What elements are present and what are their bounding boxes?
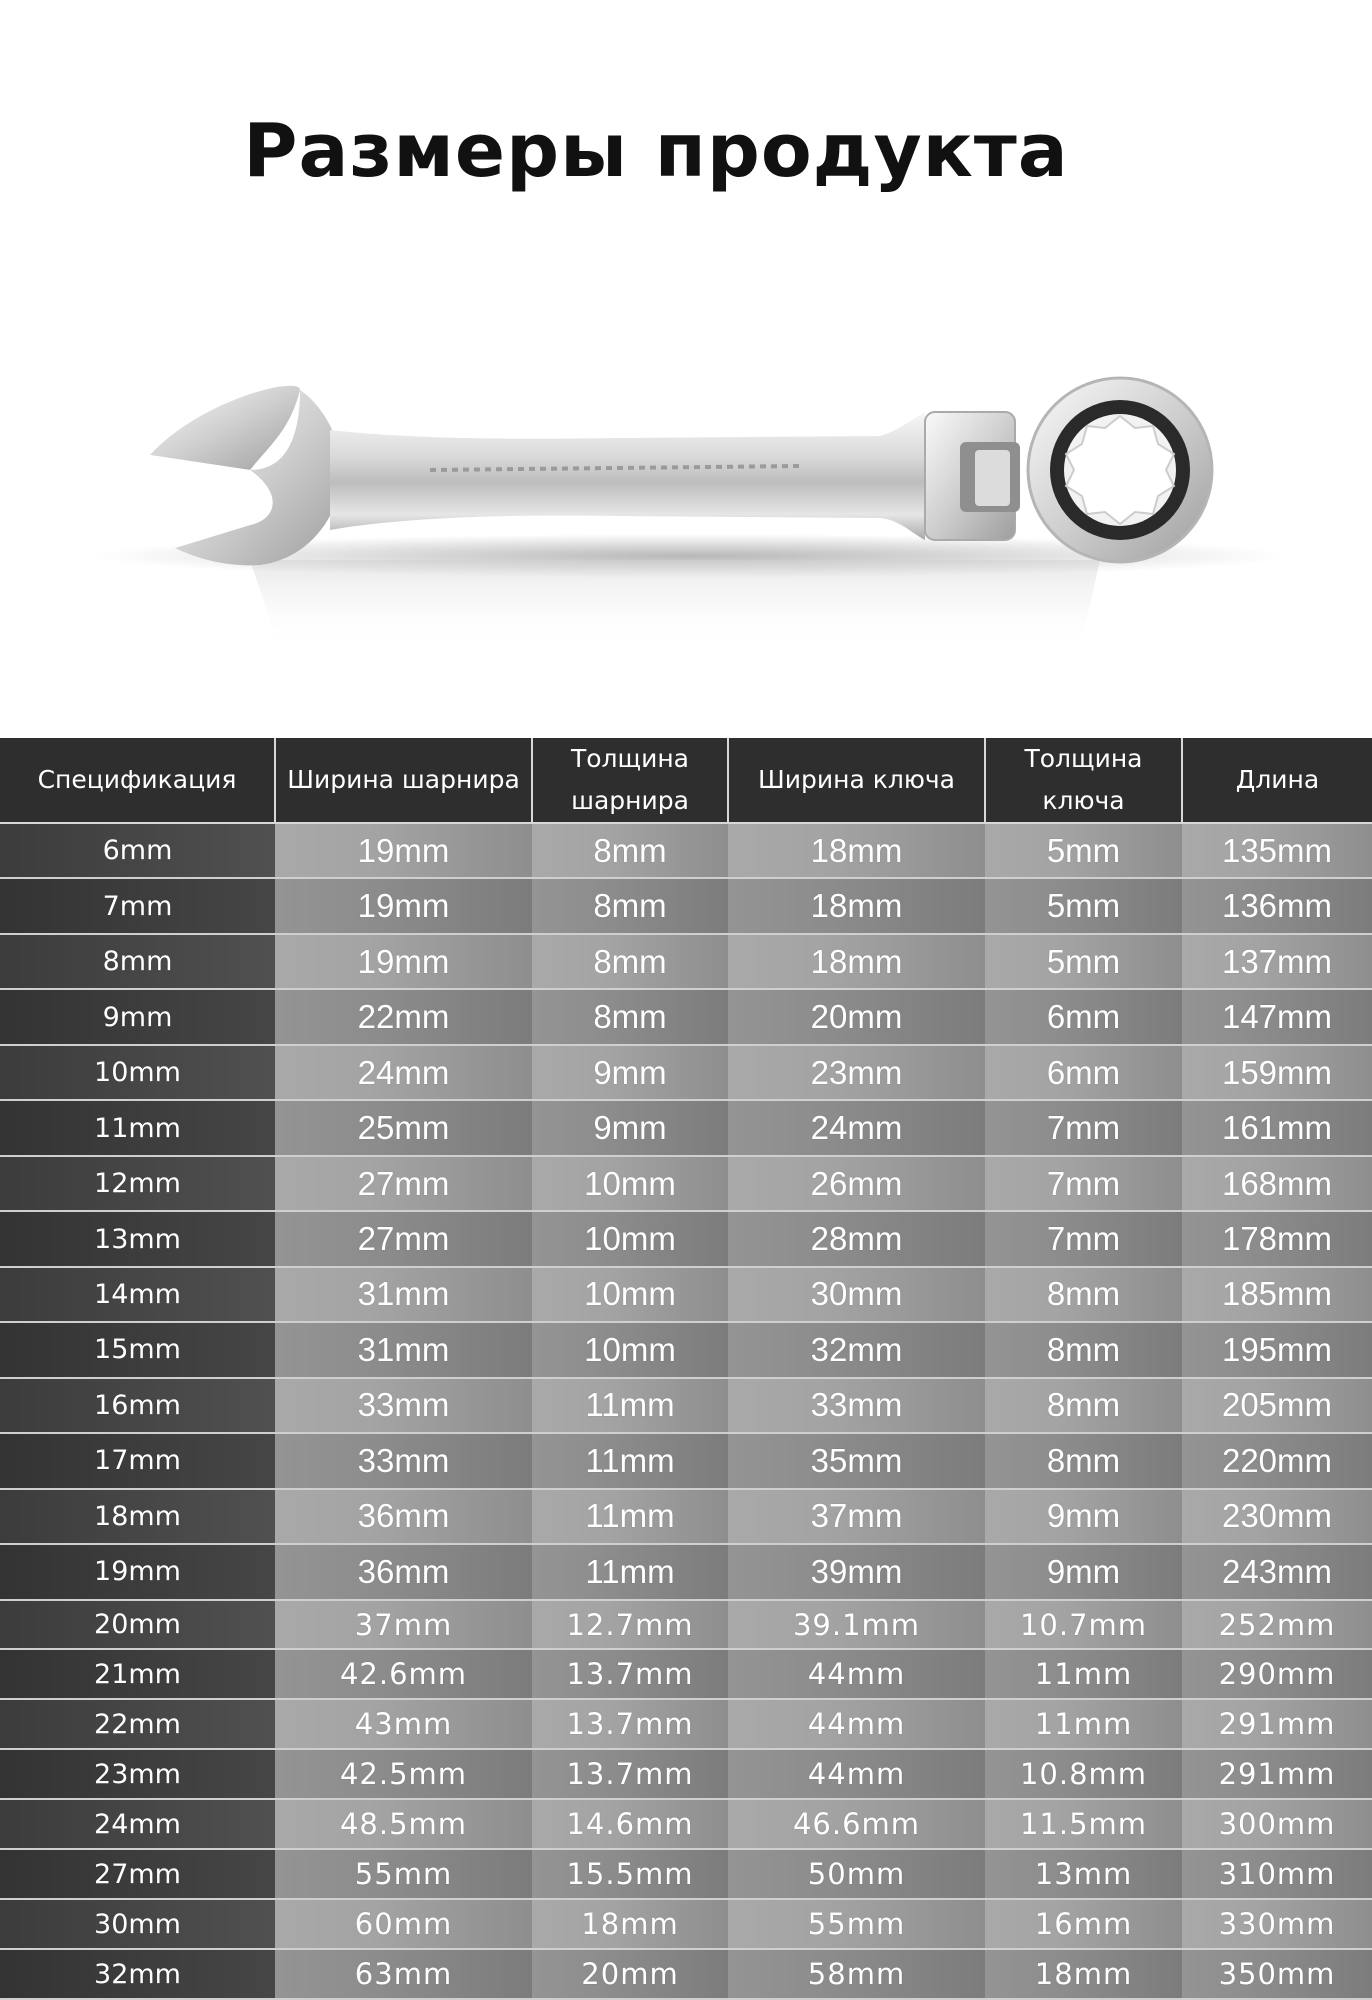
cell-wrench-thickness: 11mm [985,1649,1182,1699]
cell-length: 137mm [1182,934,1372,989]
cell-length: 205mm [1182,1378,1372,1433]
cell-spec: 14mm [0,1267,275,1322]
cell-length: 168mm [1182,1156,1372,1211]
cell-hinge-thickness: 13.7mm [532,1749,728,1799]
cell-hinge-thickness: 11mm [532,1489,728,1544]
cell-wrench-thickness: 5mm [985,823,1182,878]
table-row [0,1378,1372,1433]
cell-spec: 23mm [0,1749,275,1799]
table-row [0,1100,1372,1155]
cell-spec: 27mm [0,1849,275,1899]
cell-length: 159mm [1182,1045,1372,1100]
cell-wrench-thickness: 5mm [985,878,1182,933]
cell-spec: 16mm [0,1378,275,1433]
cell-hinge-thickness: 8mm [532,823,728,878]
table-row [0,989,1372,1044]
cell-wrench-thickness: 7mm [985,1211,1182,1266]
table-row [0,1267,1372,1322]
cell-wrench-width: 44mm [728,1749,985,1799]
cell-length: 195mm [1182,1322,1372,1377]
cell-spec: 22mm [0,1699,275,1749]
cell-spec: 6mm [0,823,275,878]
page-title: Размеры продукта [243,108,1069,194]
cell-spec: 32mm [0,1949,275,1999]
cell-hinge-width: 36mm [275,1544,532,1599]
header-spec: Спецификация [0,738,275,823]
cell-wrench-width: 18mm [728,934,985,989]
table-row [0,1600,1372,1650]
cell-spec: 20mm [0,1600,275,1650]
cell-wrench-width: 32mm [728,1322,985,1377]
cell-hinge-thickness: 10mm [532,1211,728,1266]
cell-wrench-width: 23mm [728,1045,985,1100]
cell-wrench-width: 44mm [728,1699,985,1749]
cell-wrench-width: 46.6mm [728,1799,985,1849]
cell-spec: 30mm [0,1899,275,1949]
cell-hinge-width: 48.5mm [275,1799,532,1849]
cell-hinge-width: 31mm [275,1322,532,1377]
table-header-row [0,738,1372,823]
cell-hinge-width: 42.5mm [275,1749,532,1799]
cell-length: 220mm [1182,1433,1372,1488]
cell-length: 291mm [1182,1749,1372,1799]
cell-hinge-thickness: 9mm [532,1100,728,1155]
cell-length: 136mm [1182,878,1372,933]
cell-wrench-width: 35mm [728,1433,985,1488]
cell-hinge-thickness: 13.7mm [532,1699,728,1749]
cell-hinge-width: 33mm [275,1433,532,1488]
cell-hinge-thickness: 8mm [532,934,728,989]
cell-hinge-thickness: 11mm [532,1378,728,1433]
cell-length: 185mm [1182,1267,1372,1322]
cell-length: 252mm [1182,1600,1372,1650]
cell-wrench-thickness: 8mm [985,1378,1182,1433]
cell-spec: 19mm [0,1544,275,1599]
cell-hinge-thickness: 14.6mm [532,1799,728,1849]
cell-spec: 8mm [0,934,275,989]
cell-length: 290mm [1182,1649,1372,1699]
table-row [0,1156,1372,1211]
cell-wrench-width: 37mm [728,1489,985,1544]
cell-length: 310mm [1182,1849,1372,1899]
cell-hinge-width: 33mm [275,1378,532,1433]
spec-table [0,738,1372,2000]
table-row [0,934,1372,989]
cell-wrench-thickness: 6mm [985,989,1182,1044]
cell-wrench-thickness: 16mm [985,1899,1182,1949]
cell-wrench-thickness: 13mm [985,1849,1182,1899]
table-row [0,1699,1372,1749]
cell-wrench-width: 18mm [728,823,985,878]
cell-wrench-width: 50mm [728,1849,985,1899]
cell-wrench-width: 18mm [728,878,985,933]
cell-length: 161mm [1182,1100,1372,1155]
table-row [0,1045,1372,1100]
wrench-icon [0,320,1372,710]
cell-wrench-width: 26mm [728,1156,985,1211]
spec-table-body [0,823,1372,1999]
cell-hinge-thickness: 11mm [532,1433,728,1488]
cell-hinge-width: 27mm [275,1156,532,1211]
cell-wrench-thickness: 10.7mm [985,1600,1182,1650]
cell-wrench-width: 30mm [728,1267,985,1322]
cell-length: 300mm [1182,1799,1372,1849]
table-row [0,1799,1372,1849]
table-row [0,1322,1372,1377]
cell-wrench-thickness: 8mm [985,1322,1182,1377]
cell-hinge-width: 31mm [275,1267,532,1322]
cell-spec: 18mm [0,1489,275,1544]
cell-wrench-thickness: 18mm [985,1949,1182,1999]
table-row [0,823,1372,878]
cell-wrench-thickness: 9mm [985,1544,1182,1599]
cell-hinge-width: 42.6mm [275,1649,532,1699]
table-row [0,1489,1372,1544]
cell-wrench-width: 39.1mm [728,1600,985,1650]
cell-wrench-width: 39mm [728,1544,985,1599]
header-length: Длина [1182,738,1372,823]
cell-wrench-width: 58mm [728,1949,985,1999]
table-row [0,1544,1372,1599]
cell-wrench-width: 24mm [728,1100,985,1155]
cell-spec: 21mm [0,1649,275,1699]
cell-hinge-width: 36mm [275,1489,532,1544]
cell-wrench-thickness: 11.5mm [985,1799,1182,1849]
table-row [0,1749,1372,1799]
table-row [0,1211,1372,1266]
header-wrench-width: Ширина ключа [728,738,985,823]
cell-hinge-width: 60mm [275,1899,532,1949]
cell-spec: 12mm [0,1156,275,1211]
cell-wrench-width: 28mm [728,1211,985,1266]
header-wrench-thickness: Толщина ключа [985,738,1182,823]
cell-wrench-width: 44mm [728,1649,985,1699]
cell-spec: 11mm [0,1100,275,1155]
cell-hinge-thickness: 13.7mm [532,1649,728,1699]
cell-wrench-width: 55mm [728,1899,985,1949]
cell-wrench-thickness: 9mm [985,1489,1182,1544]
cell-spec: 10mm [0,1045,275,1100]
cell-wrench-thickness: 5mm [985,934,1182,989]
cell-wrench-thickness: 10.8mm [985,1749,1182,1799]
cell-hinge-width: 25mm [275,1100,532,1155]
cell-wrench-thickness: 7mm [985,1156,1182,1211]
cell-spec: 9mm [0,989,275,1044]
cell-hinge-width: 43mm [275,1699,532,1749]
cell-hinge-thickness: 11mm [532,1544,728,1599]
cell-hinge-thickness: 9mm [532,1045,728,1100]
cell-hinge-thickness: 8mm [532,989,728,1044]
cell-length: 135mm [1182,823,1372,878]
cell-length: 178mm [1182,1211,1372,1266]
cell-hinge-width: 19mm [275,878,532,933]
cell-spec: 17mm [0,1433,275,1488]
cell-length: 243mm [1182,1544,1372,1599]
cell-length: 330mm [1182,1899,1372,1949]
cell-hinge-thickness: 12.7mm [532,1600,728,1650]
table-row [0,1949,1372,1999]
cell-wrench-thickness: 11mm [985,1699,1182,1749]
cell-length: 291mm [1182,1699,1372,1749]
cell-spec: 13mm [0,1211,275,1266]
cell-hinge-width: 63mm [275,1949,532,1999]
cell-hinge-width: 24mm [275,1045,532,1100]
cell-spec: 24mm [0,1799,275,1849]
cell-hinge-width: 37mm [275,1600,532,1650]
cell-wrench-width: 33mm [728,1378,985,1433]
cell-hinge-thickness: 20mm [532,1949,728,1999]
cell-hinge-thickness: 10mm [532,1156,728,1211]
table-row [0,878,1372,933]
cell-wrench-thickness: 8mm [985,1267,1182,1322]
cell-spec: 7mm [0,878,275,933]
cell-hinge-width: 55mm [275,1849,532,1899]
cell-hinge-width: 19mm [275,823,532,878]
cell-hinge-thickness: 18mm [532,1899,728,1949]
cell-spec: 15mm [0,1322,275,1377]
table-row [0,1849,1372,1899]
table-row [0,1649,1372,1699]
cell-hinge-width: 22mm [275,989,532,1044]
cell-length: 350mm [1182,1949,1372,1999]
cell-hinge-thickness: 8mm [532,878,728,933]
header-hinge-thickness: Толщина шарнира [532,738,728,823]
header-hinge-width: Ширина шарнира [275,738,532,823]
cell-hinge-thickness: 10mm [532,1322,728,1377]
cell-hinge-thickness: 15.5mm [532,1849,728,1899]
cell-hinge-thickness: 10mm [532,1267,728,1322]
table-row [0,1433,1372,1488]
cell-wrench-thickness: 6mm [985,1045,1182,1100]
cell-length: 230mm [1182,1489,1372,1544]
cell-wrench-thickness: 8mm [985,1433,1182,1488]
cell-hinge-width: 19mm [275,934,532,989]
table-row [0,1899,1372,1949]
cell-wrench-width: 20mm [728,989,985,1044]
cell-wrench-thickness: 7mm [985,1100,1182,1155]
cell-length: 147mm [1182,989,1372,1044]
cell-hinge-width: 27mm [275,1211,532,1266]
